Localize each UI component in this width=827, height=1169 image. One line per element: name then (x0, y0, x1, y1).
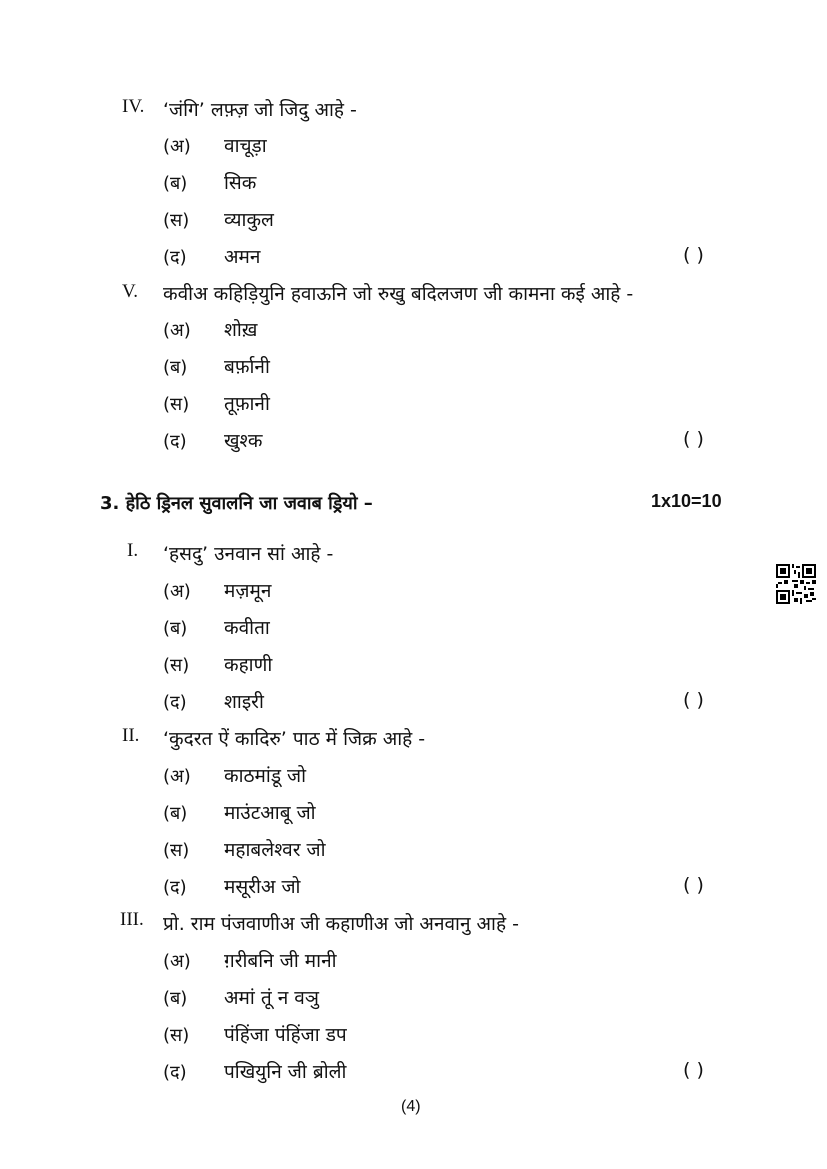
option-label: (स) (163, 210, 190, 231)
option-label: (स) (163, 840, 190, 861)
option-text: कवीता (224, 617, 270, 639)
qr-code-icon (776, 564, 816, 604)
option-label: (ब) (163, 173, 188, 194)
option-text: ग़रीबनि जी मानी (224, 950, 337, 972)
option-text: वाचूड़ा (224, 135, 267, 157)
option-label: (द) (163, 1062, 187, 1083)
question-text: ‘हसदु’ उनवान सां आहे - (163, 543, 334, 565)
option-text: मज़मून (224, 580, 272, 602)
option-label: (द) (163, 877, 187, 898)
section-marks: 1x10=10 (651, 491, 722, 511)
answer-box[interactable]: ( ) (683, 244, 704, 266)
answer-box[interactable]: ( ) (683, 428, 704, 450)
option-text: पंहिंजा पंहिंजा डप (224, 1024, 347, 1046)
question-number: V. (122, 281, 139, 302)
option-label: (अ) (163, 766, 191, 787)
option-label: (अ) (163, 581, 191, 602)
option-label: (अ) (163, 320, 191, 341)
option-text: तूफ़ानी (224, 393, 270, 415)
option-text: सिक (224, 172, 257, 194)
option-text: व्याकुल (224, 209, 274, 231)
option-text: मसूरीअ जो (224, 876, 301, 898)
option-label: (अ) (163, 136, 191, 157)
option-text: अमां तूं न वञु (224, 987, 319, 1009)
answer-box[interactable]: ( ) (683, 689, 704, 711)
question-text: प्रो. राम पंजवाणीअ जी कहाणीअ जो अनवानु आहे - (163, 913, 519, 935)
question-number: I. (127, 540, 139, 561)
option-text: कहाणी (224, 654, 273, 676)
question-text: ‘कुदरत ऐं कादिरु’ पाठ में जिक्र आहे - (163, 728, 426, 750)
option-text: काठमांडू जो (224, 765, 307, 787)
question-text: कवीअ कहिड़ियुनि हवाऊनि जो रुखु बदिलजण जी कामना कई आहे - (163, 283, 634, 305)
option-text: पखियुनि जी ब्रोली (224, 1061, 347, 1083)
option-label: (ब) (163, 357, 188, 378)
option-label: (ब) (163, 618, 188, 639)
question-number: III. (120, 909, 144, 930)
option-label: (ब) (163, 803, 188, 824)
option-label: (द) (163, 692, 187, 713)
option-text: शाइरी (224, 691, 264, 713)
option-text: माउंटआबू जो (224, 802, 316, 824)
option-text: खुश्क (224, 430, 263, 452)
option-text: शोख़ (224, 319, 258, 341)
question-number: II. (122, 725, 140, 746)
option-text: महाबलेश्वर जो (224, 839, 326, 861)
option-label: (स) (163, 394, 190, 415)
option-label: (द) (163, 247, 187, 268)
section-title: 3. हेठि ड्रिनल सुवालनि जा जवाब ड्रियो – (100, 493, 373, 514)
option-label: (अ) (163, 951, 191, 972)
answer-box[interactable]: ( ) (683, 874, 704, 896)
option-label: (स) (163, 655, 190, 676)
page-number: (4) (401, 1098, 421, 1115)
option-text: अमन (224, 246, 261, 268)
question-number: IV. (122, 96, 145, 117)
answer-box[interactable]: ( ) (683, 1059, 704, 1081)
option-text: बर्फ़ानी (224, 356, 270, 378)
option-label: (स) (163, 1025, 190, 1046)
question-text: ‘जंगि’ लफ़्ज़ जो जिदु आहे - (163, 99, 357, 121)
option-label: (ब) (163, 988, 188, 1009)
option-label: (द) (163, 431, 187, 452)
